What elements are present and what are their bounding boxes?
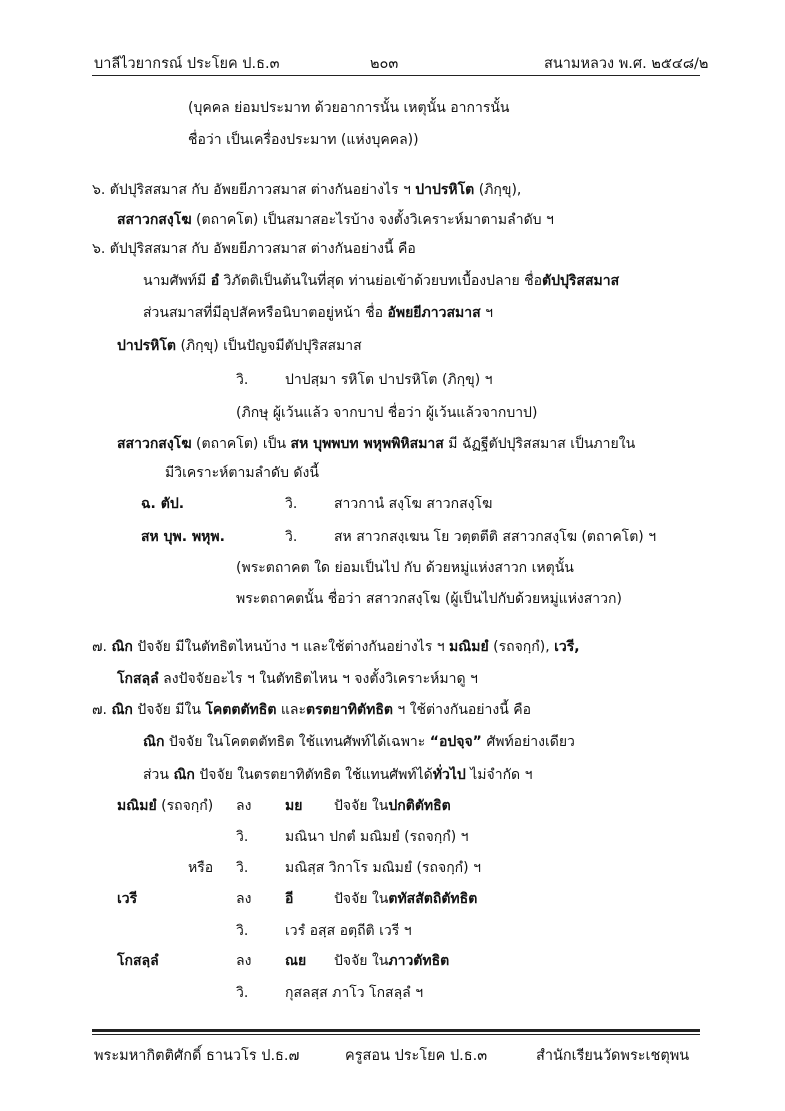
header-book-title: บาลีไวยากรณ์ ประโยค ป.ธ.๓ bbox=[94, 56, 280, 72]
q6-row2-analysis: สห สาวกสงฺเฆน โย วตฺตตีติ สสาวกสงฺโฆ (ตถาคโต) ฯ bbox=[334, 529, 657, 545]
q7-answer-line-3: ส่วน ณิก ปัจจัย ในตรตยาทิตัทธิต ใช้แทนศัพท์ได้ทั่วไป ไม่จำกัด ฯ bbox=[143, 767, 533, 783]
long-label: ลง bbox=[236, 891, 252, 907]
q7-kosallam-taddhita: ปัจจัย ในภาวตัทธิต bbox=[334, 953, 450, 969]
q7-answer-line-1: ๗. ณิก ปัจจัย มีใน โคตตตัทธิต และตรตยาทิตัทธิต ฯ ใช้ต่างกันอย่างนี้ คือ bbox=[92, 702, 531, 718]
q7-kosallam-word: โกสลฺลํ bbox=[117, 953, 159, 969]
q6-sasavaka-line-1: สสาวกสงฺโฆ (ตถาคโต) เป็น สห บุพพบท พหุพพิหิสมาส มี ฉัฏฐีตัปปุริสสมาส เป็นภายใน bbox=[117, 436, 636, 452]
vi-label: วิ. bbox=[236, 372, 249, 388]
footer-rule-thick bbox=[92, 1029, 700, 1032]
q6-paparahito-translation: (ภิกษุ ผู้เว้นแล้ว จากบาป ชื่อว่า ผู้เว้นแล้วจากบาป) bbox=[236, 405, 538, 421]
q7-manimayam-analysis-2: มณิสฺส วิกาโร มณิมยํ (รถจกฺกํ) ฯ bbox=[285, 860, 481, 876]
q6-answer-line-2: นามศัพท์มี อํ วิภัตติเป็นต้นในที่สุด ท่านย่อเข้าด้วยบทเบื้องปลาย ชื่อตัปปุริสสมาส bbox=[143, 273, 620, 289]
q7-kosallam-analysis: กุสลสฺส ภาโว โกสลฺลํ ฯ bbox=[285, 985, 424, 1001]
footer-role: ครูสอน ประโยค ป.ธ.๓ bbox=[345, 1048, 488, 1064]
q7-manimayam-suffix: มย bbox=[285, 798, 303, 814]
q6-translation-line-1: (พระตถาคต ใด ย่อมเป็นไป กับ ด้วยหมู่แห่งสาวก เหตุนั้น bbox=[236, 560, 574, 576]
q7-veri-word: เวรี bbox=[117, 891, 138, 907]
q6-answer-line-1: ๖. ตัปปุริสสมาส กับ อัพยยีภาวสมาส ต่างกันอย่างนี้ คือ bbox=[92, 241, 416, 257]
q7-manimayam-taddhita: ปัจจัย ในปกติตัทธิต bbox=[334, 798, 451, 814]
header-rule bbox=[92, 75, 700, 76]
header-exam-info: สนามหลวง พ.ศ. ๒๕๔๘/๒ bbox=[544, 56, 709, 72]
vi-label: วิ. bbox=[285, 529, 298, 545]
header-page-number: ๒๐๓ bbox=[370, 56, 399, 72]
footer-rule-thin bbox=[92, 1034, 700, 1035]
vi-label: วิ. bbox=[236, 923, 249, 939]
q7-veri-suffix: อี bbox=[285, 891, 294, 907]
q7-manimayam-analysis-1: มณินา ปกตํ มณิมยํ (รถจกฺกํ) ฯ bbox=[285, 829, 469, 845]
vi-label: วิ. bbox=[285, 496, 298, 512]
long-label: ลง bbox=[236, 953, 252, 969]
q6-question-line-1: ๖. ตัปปุริสสมาส กับ อัพยยีภาวสมาส ต่างกันอย่างไร ฯ ปาปรหิโต (ภิกฺขุ), bbox=[92, 182, 522, 198]
q6-paparahito-analysis: ปาปสฺมา รหิโต ปาปรหิโต (ภิกฺขุ) ฯ bbox=[285, 372, 493, 388]
footer-author: พระมหากิตติศักดิ์ ธานวโร ป.ธ.๗ bbox=[94, 1048, 300, 1064]
vi-label: วิ. bbox=[236, 829, 249, 845]
footer-institution: สำนักเรียนวัดพระเชตุพน bbox=[536, 1048, 690, 1064]
q7-answer-line-2: ณิก ปัจจัย ในโคตตตัทธิต ใช้แทนศัพท์ได้เฉพาะ “อปจฺจ” ศัพท์อย่างเดียว bbox=[143, 734, 575, 750]
q7-veri-taddhita: ปัจจัย ในตทัสสัตถิตัทธิต bbox=[334, 891, 478, 907]
q6-sasavaka-line-2: มีวิเคราะห์ตามลำดับ ดังนี้ bbox=[165, 465, 319, 481]
q6-row1-label: ฉ. ตัป. bbox=[141, 496, 185, 512]
q6-answer-line-3: ส่วนสมาสที่มีอุปสัคหรือนิบาตอยู่หน้า ชื่อ อัพยยีภาวสมาส ฯ bbox=[143, 305, 493, 321]
q7-question-line-1: ๗. ณิก ปัจจัย มีในตัทธิตไหนบ้าง ฯ และใช้ต่างกันอย่างไร ฯ มณิมยํ (รถจกฺกํ), เวรี, bbox=[92, 639, 580, 655]
q6-paparahito-line: ปาปรหิโต (ภิกฺขุ) เป็นปัญจมีตัปปุริสสมาส bbox=[117, 338, 362, 354]
top-line-2: ชื่อว่า เป็นเครื่องประมาท (แห่งบุคคล)) bbox=[188, 132, 419, 148]
q6-question-line-2: สสาวกสงฺโฆ (ตถาคโต) เป็นสมาสอะไรบ้าง จงตั้งวิเคราะห์มาตามลำดับ ฯ bbox=[117, 212, 554, 228]
long-label: ลง bbox=[236, 798, 252, 814]
top-line-1: (บุคคล ย่อมประมาท ด้วยอาการนั้น เหตุนั้น อาการนั้น bbox=[188, 100, 510, 116]
q6-row2-label: สห บุพ. พหุพ. bbox=[141, 529, 225, 545]
q6-row1-analysis: สาวกานํ สงฺโฆ สาวกสงฺโฆ bbox=[334, 496, 493, 512]
q7-veri-analysis: เวรํ อสฺส อตฺถีติ เวรี ฯ bbox=[285, 923, 412, 939]
vi-label: วิ. bbox=[236, 985, 249, 1001]
q7-kosallam-suffix: ณย bbox=[285, 953, 307, 969]
q7-question-line-2: โกสลฺลํ ลงปัจจัยอะไร ฯ ในตัทธิตไหน ฯ จงตั้งวิเคราะห์มาดู ฯ bbox=[117, 671, 478, 687]
rue-label: หรือ bbox=[188, 860, 214, 876]
q7-manimayam-word: มณิมยํ (รถจกฺกํ) bbox=[117, 798, 214, 814]
vi-label: วิ. bbox=[236, 860, 249, 876]
q6-translation-line-2: พระตถาคตนั้น ชื่อว่า สสาวกสงฺโฆ (ผู้เป็นไปกับด้วยหมู่แห่งสาวก) bbox=[236, 591, 622, 607]
